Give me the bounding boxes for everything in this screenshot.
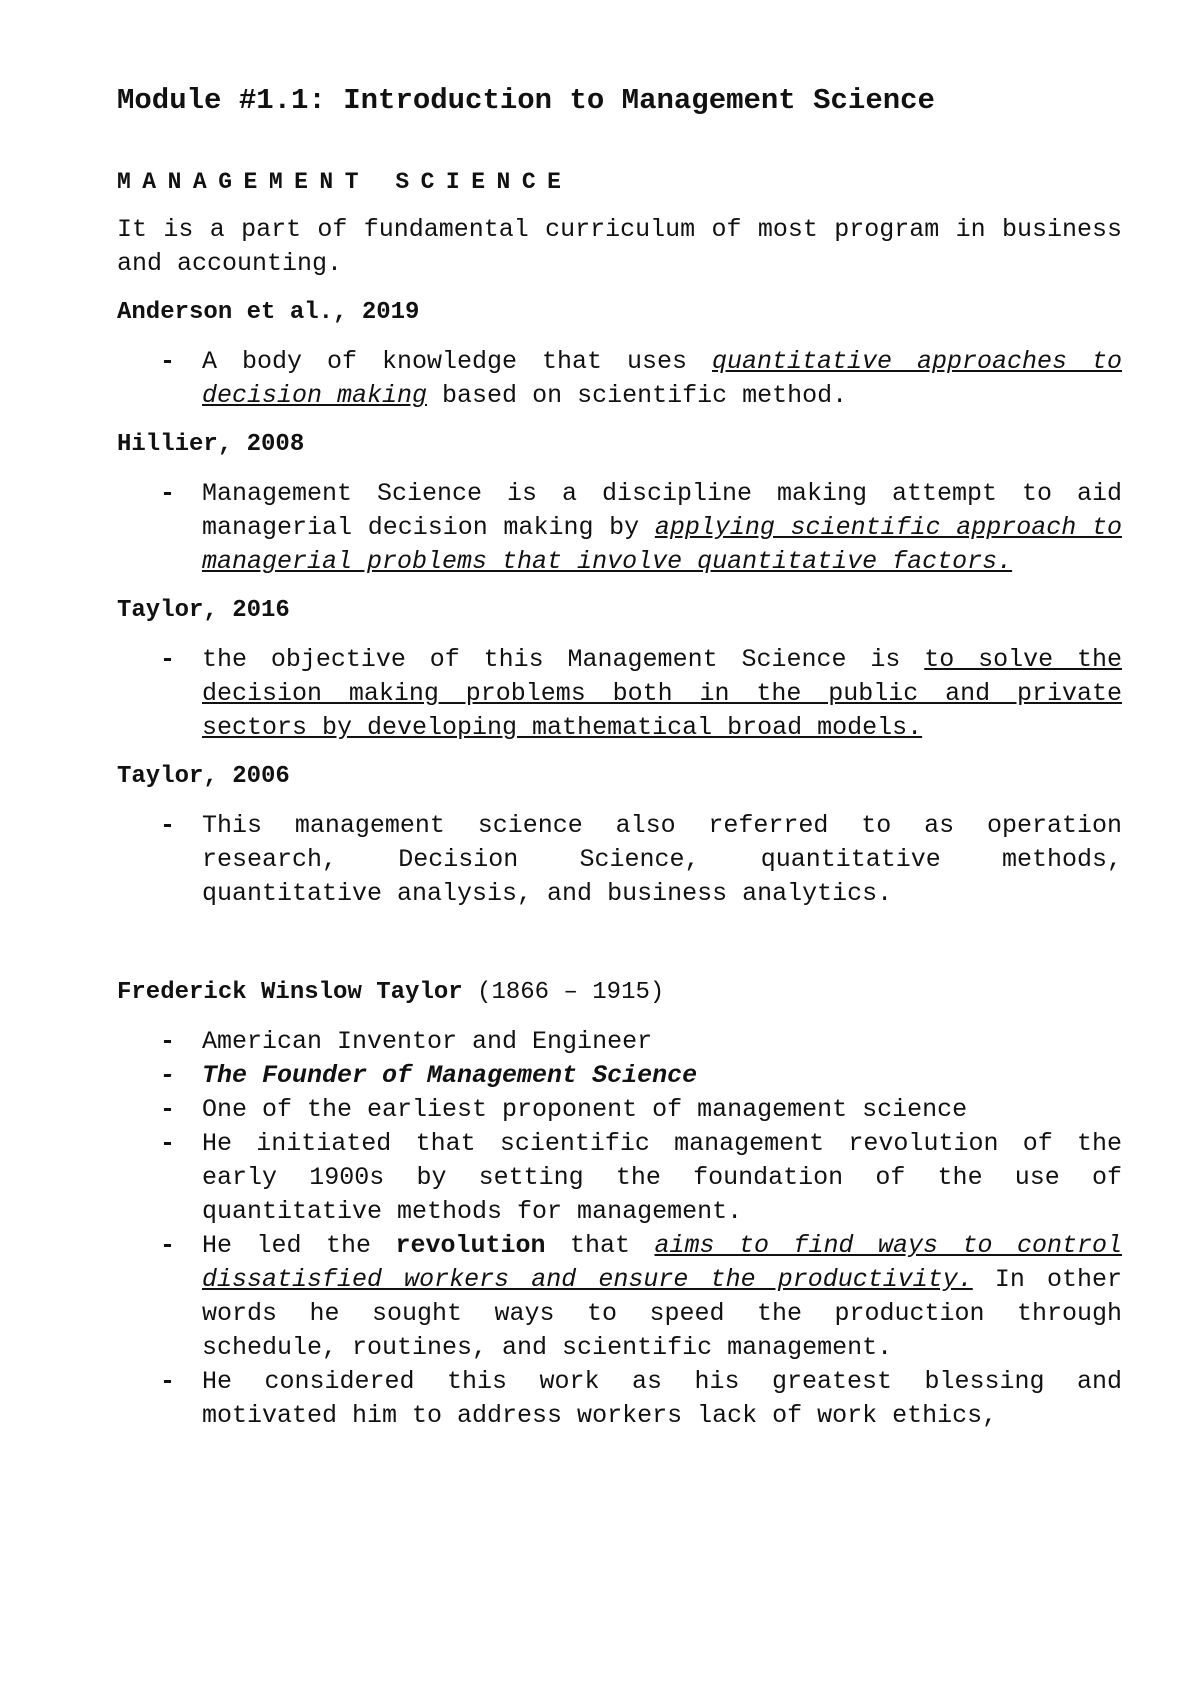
frederick-item: - He initiated that scientific management revolution of the early 1900s by setting the foundation of the use of quantitative methods for management. — [202, 1127, 1122, 1229]
text-run: A body of knowledge that uses — [202, 347, 712, 376]
citation-hillier: Hillier, 2008 — [117, 431, 305, 458]
taylor-2006-definition: - This management science also referred to as operation research, Decision Science, quantitative methods, quantitative analysis, and business analytics. — [202, 809, 1122, 911]
taylor-2016-list — [117, 643, 1122, 745]
taylor-2016-definition — [202, 643, 1122, 745]
module-title: Module #1.1: Introduction to Management Science — [117, 84, 935, 117]
taylor-2006-list — [117, 809, 1122, 911]
frederick-item: - One of the earliest proponent of management science — [202, 1093, 1122, 1127]
anderson-list — [117, 345, 1122, 413]
frederick-item-founder: - The Founder of Management Science — [202, 1059, 1122, 1093]
frederick-heading — [117, 977, 1122, 1009]
document-page — [117, 82, 1122, 1449]
citation-taylor-2016: Taylor, 2016 — [117, 597, 290, 624]
anderson-definition — [202, 345, 1122, 413]
text-run: the objective of this Management Science is — [202, 645, 925, 674]
emphasis-text: quantitative approaches to decision making — [202, 347, 1122, 410]
frederick-item: - He considered this work as his greatest blessing and motivated him to address workers lack of work ethics, — [202, 1365, 1122, 1433]
person-years: (1866 – 1915) — [462, 979, 665, 1006]
text-run: that — [545, 1231, 655, 1260]
emphasis-text: applying scientific approach to managerial problems that involve quantitative factors. — [202, 513, 1122, 576]
citation-anderson: Anderson et al., 2019 — [117, 299, 420, 326]
emphasis-text: aims to find ways to control dissatisfied workers and ensure the productivity. — [202, 1231, 1122, 1294]
bold-text: revolution — [395, 1231, 546, 1260]
text-run: He led the — [202, 1231, 396, 1260]
frederick-item-revolution — [202, 1229, 1122, 1365]
intro-paragraph: It is a part of fundamental curriculum of most program in business and accounting. — [117, 215, 1122, 278]
section-heading: MANAGEMENT SCIENCE — [117, 169, 573, 195]
text-run: Management Science is a discipline making attempt to aid managerial decision making by — [202, 479, 1122, 542]
citation-taylor-2006: Taylor, 2006 — [117, 763, 290, 790]
person-name: Frederick Winslow Taylor — [117, 979, 463, 1006]
hillier-list — [117, 477, 1122, 579]
text-run: In other words he sought ways to speed the production through schedule, routines, and scientific management. — [202, 1265, 1122, 1362]
frederick-list — [117, 1025, 1122, 1433]
frederick-item: - American Inventor and Engineer — [202, 1025, 1122, 1059]
hillier-definition — [202, 477, 1122, 579]
spacer — [117, 927, 1122, 977]
text-run: based on scientific method. — [427, 381, 848, 410]
underlined-text: to solve the decision making problems both in the public and private sectors by developing mathematical broad models. — [202, 645, 1123, 742]
